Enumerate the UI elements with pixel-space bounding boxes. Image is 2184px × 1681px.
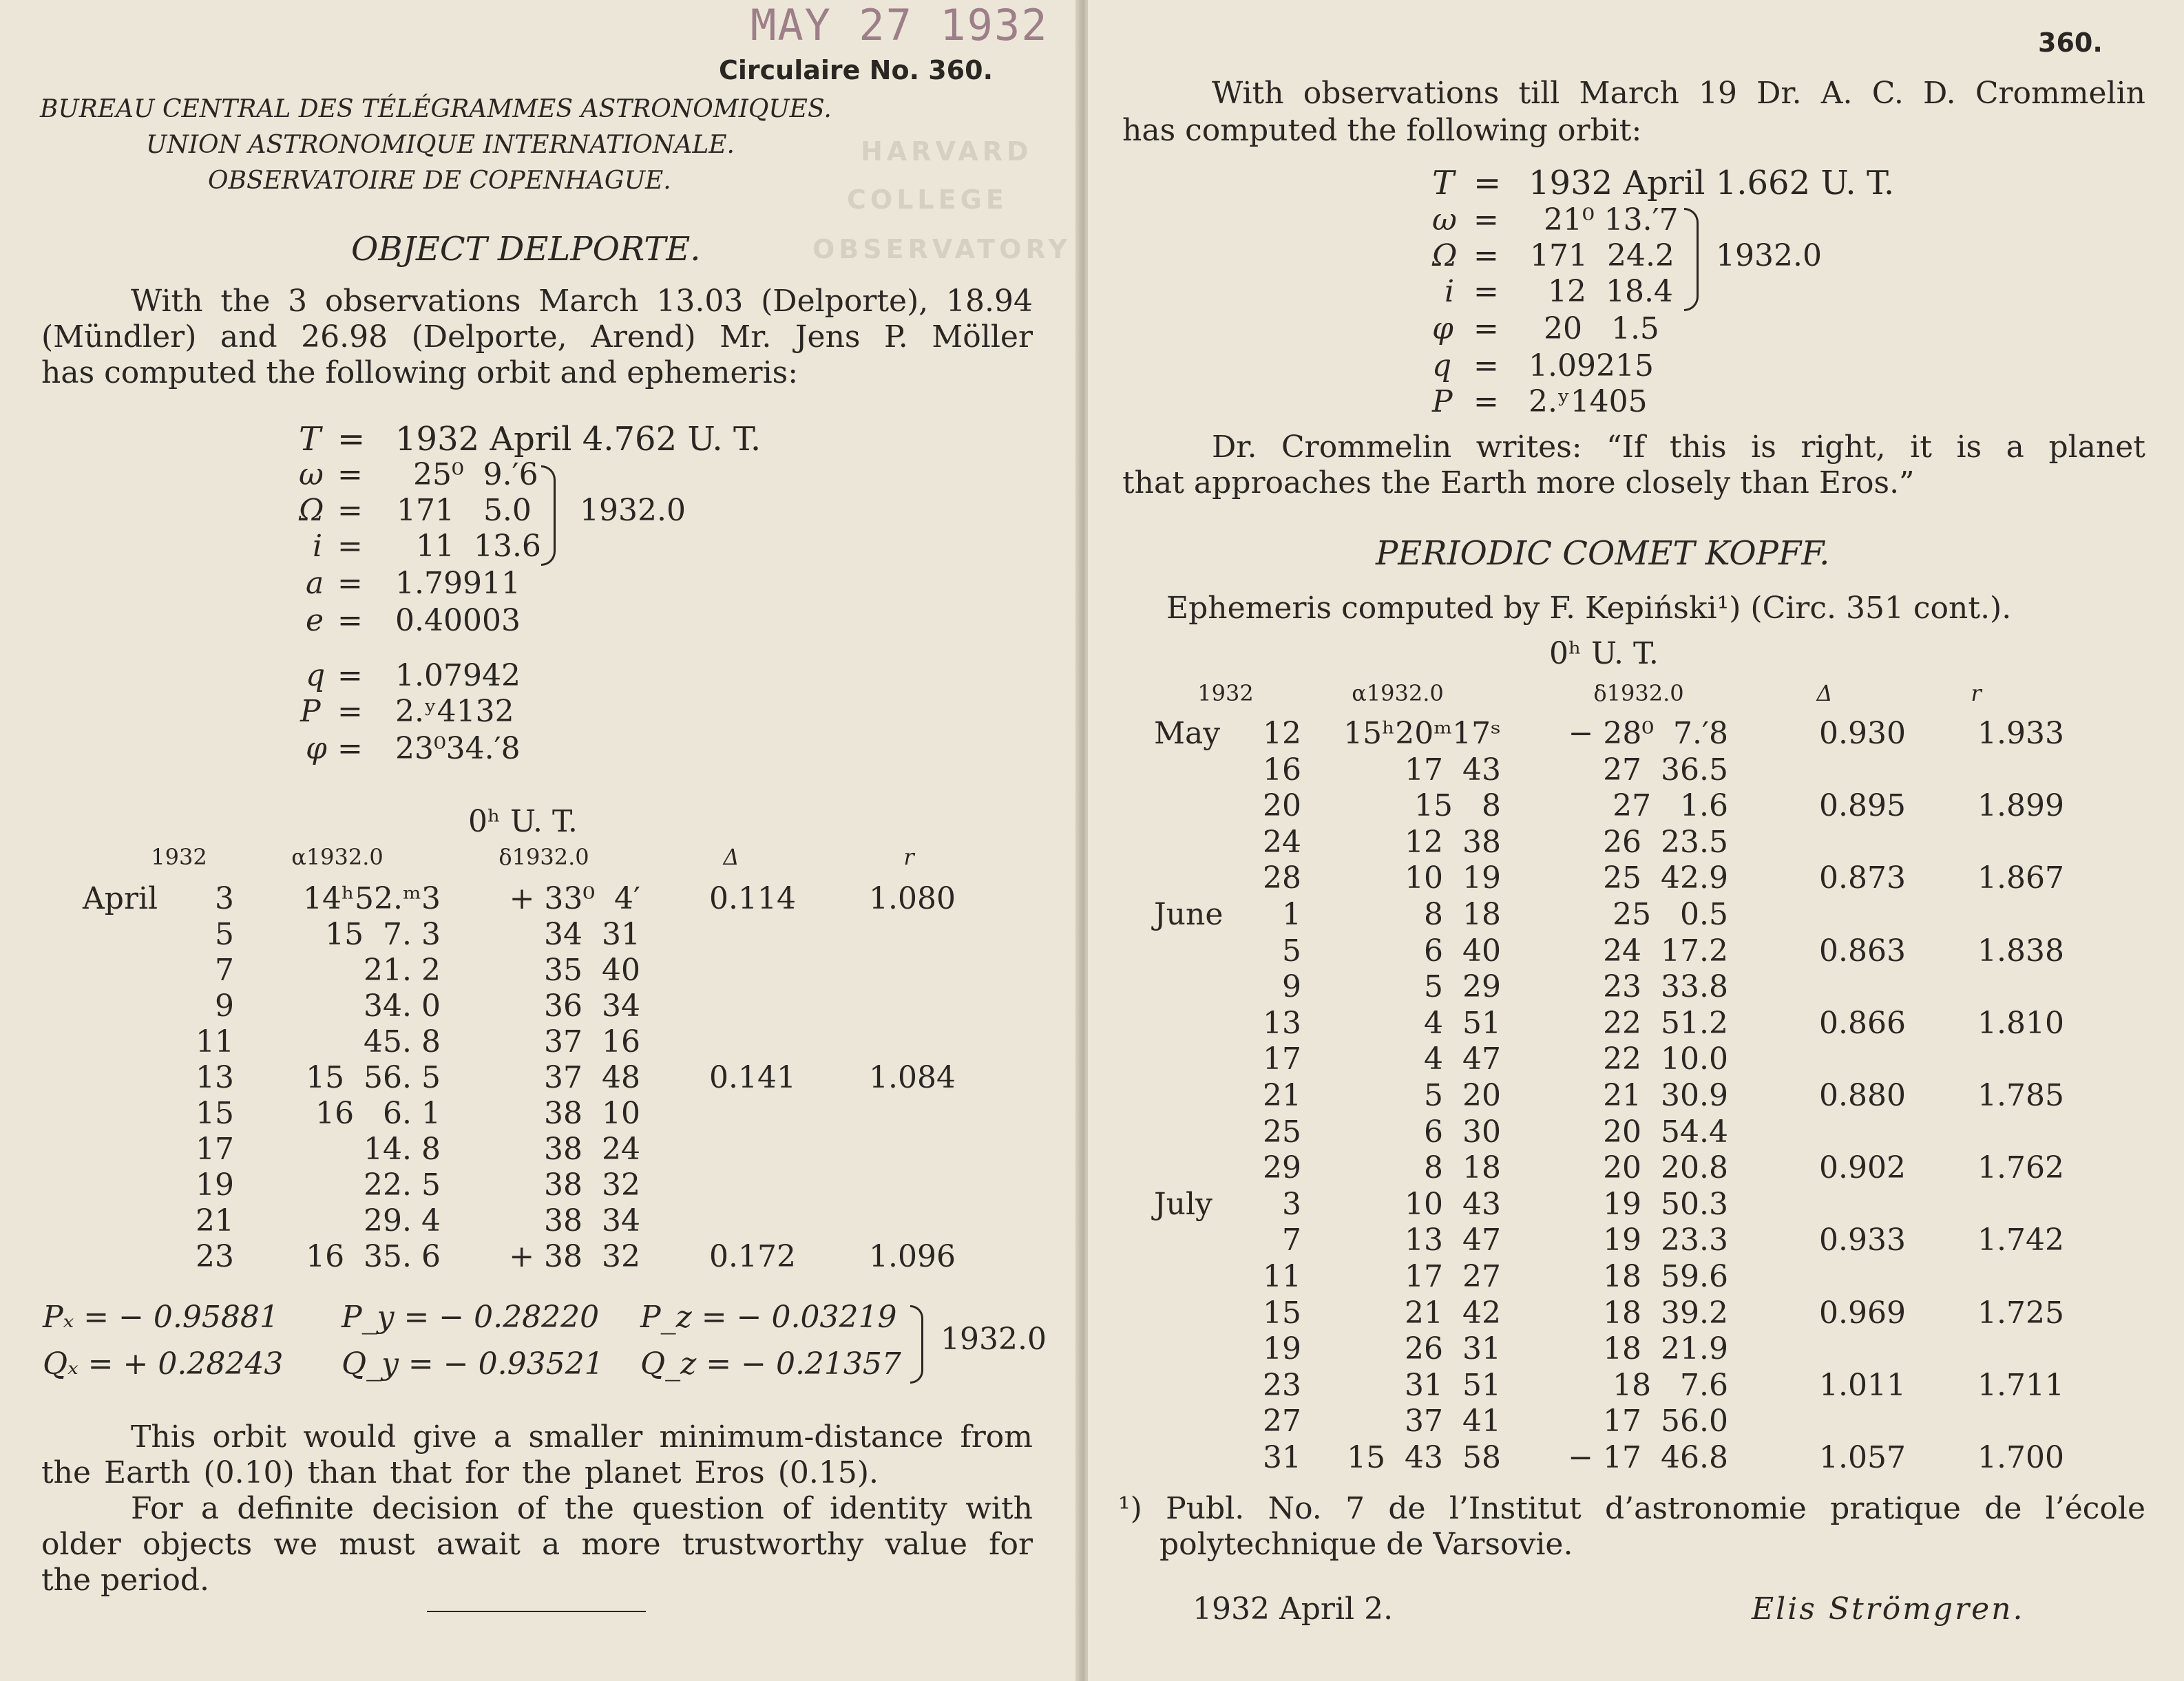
equals-sign: = xyxy=(337,694,363,729)
row-delta: 0.172 xyxy=(709,1239,796,1274)
observatory-stamp-line-1: HARVARD xyxy=(861,136,1033,167)
pq-row-1-col-3: P_z = − 0.03219 xyxy=(640,1300,897,1335)
row-day: 9 xyxy=(1282,969,1301,1005)
row-day: 5 xyxy=(215,917,234,952)
row-dec: 23 33.8 xyxy=(1603,969,1728,1005)
row-delta: 0.969 xyxy=(1819,1295,1906,1331)
row-r: 1.785 xyxy=(1977,1078,2064,1113)
row-day: 9 xyxy=(215,988,234,1024)
orbit-value-T: 1932 April 4.762 U. T. xyxy=(395,420,762,458)
row-dec: + 38 32 xyxy=(509,1239,640,1274)
orbit-value-i: 11 13.6 xyxy=(416,529,541,564)
row-r: 1.838 xyxy=(1977,933,2064,969)
row-day: 28 xyxy=(1263,860,1301,896)
row-r: 1.084 xyxy=(869,1060,956,1095)
orbit-symbol-e: e xyxy=(306,603,324,638)
row-dec: 27 1.6 xyxy=(1613,788,1728,824)
row-month: July xyxy=(1154,1186,1212,1222)
row-dec: 26 23.5 xyxy=(1603,824,1728,860)
row-dec: − 28⁰ 7.′8 xyxy=(1568,716,1728,751)
equals-sign: = xyxy=(337,603,363,638)
row-day: 13 xyxy=(1263,1005,1301,1041)
orbit-symbol-omega: ω xyxy=(299,457,324,492)
row-delta: 0.866 xyxy=(1819,1005,1906,1041)
row-month: April xyxy=(83,881,158,916)
equals-sign: = xyxy=(1473,202,1499,237)
column-header: r xyxy=(903,844,914,870)
row-day: 21 xyxy=(1263,1078,1301,1113)
closing-line-5: the period. xyxy=(41,1563,209,1598)
row-dec: 38 24 xyxy=(544,1132,640,1167)
orbit-equinox-right: 1932.0 xyxy=(1716,238,1822,273)
row-ra: 13 47 xyxy=(1405,1223,1501,1258)
column-header: 1932 xyxy=(1197,680,1254,706)
row-day: 19 xyxy=(1263,1331,1301,1367)
equals-sign: = xyxy=(337,529,363,564)
row-r: 1.080 xyxy=(869,881,956,916)
row-dec: 25 42.9 xyxy=(1603,860,1728,896)
row-ra: 10 19 xyxy=(1405,860,1501,896)
orbit-value-q: 1.09215 xyxy=(1529,348,1654,383)
row-dec: 20 54.4 xyxy=(1603,1114,1728,1150)
equals-sign: = xyxy=(337,658,363,693)
header-union: UNION ASTRONOMIQUE INTERNATIONALE. xyxy=(146,131,735,159)
right-intro-line-2: has computed the following orbit: xyxy=(1122,113,1642,148)
orbit-value-P: 2.ʸ4132 xyxy=(395,694,514,729)
row-r: 1.810 xyxy=(1977,1005,2064,1041)
row-r: 1.933 xyxy=(1977,716,2064,751)
row-ra: 21 42 xyxy=(1405,1295,1501,1331)
ephemeris-intro: Ephemeris computed by F. Kepiński¹) (Circ. 351 cont.). xyxy=(1166,591,2012,626)
orbit-value-omega: 25⁰ 9.′6 xyxy=(413,457,538,492)
orbit-value-phi: 20 1.5 xyxy=(1544,311,1659,346)
row-day: 7 xyxy=(1282,1223,1301,1258)
row-dec: 19 23.3 xyxy=(1603,1223,1728,1258)
footnote-line-2: polytechnique de Varsovie. xyxy=(1159,1527,1573,1562)
orbit-symbol-phi: φ xyxy=(306,731,327,766)
row-ra: 17 27 xyxy=(1405,1259,1501,1294)
signature: Elis Strömgren. xyxy=(1752,1592,2025,1627)
orbit-symbol-T: T xyxy=(299,420,322,458)
orbit-symbol-node: Ω xyxy=(1432,238,1458,273)
orbit-value-phi: 23⁰34.′8 xyxy=(395,731,521,766)
closing-line-4: older objects we must await a more trustworthy value for xyxy=(41,1527,1033,1562)
row-ra: 5 20 xyxy=(1424,1078,1501,1113)
row-day: 31 xyxy=(1263,1440,1301,1475)
row-day: 7 xyxy=(215,953,234,988)
row-day: 11 xyxy=(196,1024,234,1059)
row-day: 11 xyxy=(1263,1259,1301,1294)
row-ra: 15 56. 5 xyxy=(306,1060,441,1095)
orbit-value-e: 0.40003 xyxy=(395,603,521,638)
row-delta: 0.880 xyxy=(1819,1078,1906,1113)
row-dec: + 33⁰ 4′ xyxy=(509,881,640,916)
row-day: 20 xyxy=(1263,788,1301,824)
row-dec: 25 0.5 xyxy=(1613,897,1728,932)
row-day: 23 xyxy=(196,1239,234,1274)
row-day: 23 xyxy=(1263,1367,1301,1403)
end-rule xyxy=(427,1611,646,1612)
pq-equinox: 1932.0 xyxy=(941,1322,1047,1357)
row-ra: 15 8 xyxy=(1414,788,1501,824)
row-day: 15 xyxy=(1263,1295,1301,1331)
row-day: 17 xyxy=(196,1132,234,1167)
equals-sign: = xyxy=(337,566,363,601)
equals-sign: = xyxy=(337,420,366,458)
closing-line-3: For a definite decision of the question of identity with xyxy=(131,1491,1033,1526)
orbit-value-T: 1932 April 1.662 U. T. xyxy=(1529,164,1895,202)
row-day: 24 xyxy=(1263,824,1301,860)
row-day: 15 xyxy=(196,1096,234,1131)
pq-row-1-col-1: Pₓ = − 0.95881 xyxy=(43,1300,279,1335)
orbit-symbol-q: q xyxy=(1432,348,1452,383)
brace-right-orbit xyxy=(1684,208,1699,311)
column-header: δ1932.0 xyxy=(1593,680,1684,706)
row-ra: 34. 0 xyxy=(364,988,441,1024)
row-r: 1.899 xyxy=(1977,788,2064,824)
row-r: 1.867 xyxy=(1977,860,2064,896)
row-ra: 14. 8 xyxy=(364,1132,441,1167)
orbit-equinox-left: 1932.0 xyxy=(580,493,686,528)
row-day: 21 xyxy=(196,1203,234,1238)
row-dec: 27 36.5 xyxy=(1603,752,1728,787)
row-ra: 5 29 xyxy=(1424,969,1501,1005)
row-ra: 10 43 xyxy=(1405,1186,1501,1222)
closing-line-2: the Earth (0.10) than that for the planet Eros (0.15). xyxy=(41,1455,879,1490)
row-day: 1 xyxy=(1282,897,1301,932)
row-ra: 12 38 xyxy=(1405,824,1501,860)
row-dec: 37 16 xyxy=(544,1024,640,1059)
observatory-stamp-line-3: OBSERVATORY xyxy=(812,234,1072,264)
column-header: α1932.0 xyxy=(291,844,384,870)
row-ra: 16 35. 6 xyxy=(306,1239,441,1274)
row-dec: 22 10.0 xyxy=(1603,1042,1728,1077)
row-day: 3 xyxy=(1282,1186,1301,1222)
row-r: 1.700 xyxy=(1977,1440,2064,1475)
row-day: 3 xyxy=(215,881,234,916)
orbit-value-a: 1.79911 xyxy=(395,566,521,601)
orbit-symbol-i: i xyxy=(1445,274,1455,309)
equals-sign: = xyxy=(337,731,363,766)
row-day: 12 xyxy=(1263,716,1301,751)
equals-sign: = xyxy=(1473,274,1499,309)
row-day: 27 xyxy=(1263,1404,1301,1439)
circular-number: Circulaire No. 360. xyxy=(719,55,993,85)
closing-line-1: This orbit would give a smaller minimum-distance from xyxy=(131,1419,1033,1455)
pq-row-2-col-1: Qₓ = + 0.28243 xyxy=(43,1346,284,1382)
brace-pq xyxy=(910,1305,923,1384)
row-dec: 22 51.2 xyxy=(1603,1005,1728,1041)
comet-title: PERIODIC COMET KOPFF. xyxy=(1376,534,1830,573)
row-dec: 21 30.9 xyxy=(1603,1078,1728,1113)
orbit-symbol-node: Ω xyxy=(299,493,324,528)
row-month: June xyxy=(1154,897,1224,932)
quote-line-1: Dr. Crommelin writes: “If this is right, it is a planet xyxy=(1212,430,2145,465)
row-ra: 22. 5 xyxy=(364,1167,441,1203)
intro-line-1: With the 3 observations March 13.03 (Delporte), 18.94 xyxy=(131,284,1033,319)
row-ra: 16 6. 1 xyxy=(315,1096,441,1131)
row-dec: 18 39.2 xyxy=(1603,1295,1728,1331)
equals-sign: = xyxy=(1473,311,1499,346)
orbit-value-q: 1.07942 xyxy=(395,658,521,693)
equals-sign: = xyxy=(1473,238,1499,273)
intro-line-2: (Mündler) and 26.98 (Delporte, Arend) Mr. Jens P. Möller xyxy=(41,319,1033,355)
orbit-value-omega: 21⁰ 13.′7 xyxy=(1544,202,1679,237)
row-ra: 31 51 xyxy=(1405,1367,1501,1403)
row-dec: 36 34 xyxy=(544,988,640,1024)
orbit-value-node: 171 5.0 xyxy=(397,493,532,528)
column-header: Δ xyxy=(723,844,739,870)
column-header: δ1932.0 xyxy=(498,844,589,870)
observatory-stamp-line-2: COLLEGE xyxy=(847,184,1008,215)
orbit-value-node: 171 24.2 xyxy=(1530,238,1674,273)
brace-left-orbit xyxy=(541,465,556,566)
right-page xyxy=(1088,0,2184,1681)
row-delta: 0.141 xyxy=(709,1060,796,1095)
row-dec: − 17 46.8 xyxy=(1568,1440,1728,1475)
row-ra: 6 40 xyxy=(1424,933,1501,969)
row-delta: 0.895 xyxy=(1819,788,1906,824)
pq-row-2-col-3: Q_z = − 0.21357 xyxy=(640,1346,901,1382)
object-title: OBJECT DELPORTE. xyxy=(351,230,701,268)
row-month: May xyxy=(1154,716,1221,751)
row-ra: 4 51 xyxy=(1424,1005,1501,1041)
orbit-symbol-P: P xyxy=(300,694,321,729)
row-ra: 15 7. 3 xyxy=(325,917,441,952)
row-day: 29 xyxy=(1263,1150,1301,1186)
equals-sign: = xyxy=(1473,348,1499,383)
row-r: 1.096 xyxy=(869,1239,956,1274)
left-page xyxy=(0,0,1081,1681)
intro-line-3: has computed the following orbit and ephemeris: xyxy=(41,355,799,390)
equals-sign: = xyxy=(337,457,363,492)
right-intro-line-1: With observations till March 19 Dr. A. C. D. Crommelin xyxy=(1212,76,2145,111)
row-ra: 14ʰ52.ᵐ3 xyxy=(303,881,441,916)
row-delta: 1.057 xyxy=(1819,1440,1906,1475)
row-dec: 38 10 xyxy=(544,1096,640,1131)
pq-row-1-col-2: P_y = − 0.28220 xyxy=(342,1300,600,1335)
row-ra: 29. 4 xyxy=(364,1203,441,1238)
orbit-symbol-q: q xyxy=(306,658,326,693)
row-dec: 18 21.9 xyxy=(1603,1331,1728,1367)
row-delta: 0.902 xyxy=(1819,1150,1906,1186)
column-header: Δ xyxy=(1816,680,1833,706)
row-delta: 0.114 xyxy=(709,881,796,916)
row-ra: 6 30 xyxy=(1424,1114,1501,1150)
orbit-symbol-a: a xyxy=(306,566,324,601)
row-delta: 0.873 xyxy=(1819,860,1906,896)
orbit-symbol-omega: ω xyxy=(1432,202,1457,237)
row-day: 13 xyxy=(196,1060,234,1095)
row-r: 1.711 xyxy=(1977,1367,2064,1403)
equals-sign: = xyxy=(1473,164,1502,202)
orbit-value-i: 12 18.4 xyxy=(1548,274,1673,309)
row-day: 25 xyxy=(1263,1114,1301,1150)
row-dec: 24 17.2 xyxy=(1603,933,1728,969)
row-ra: 8 18 xyxy=(1424,1150,1501,1186)
row-r: 1.725 xyxy=(1977,1295,2064,1331)
date-stamp: MAY 27 1932 xyxy=(750,0,1049,50)
orbit-symbol-P: P xyxy=(1432,384,1453,419)
row-delta: 1.011 xyxy=(1819,1367,1906,1403)
orbit-symbol-T: T xyxy=(1432,164,1455,202)
row-dec: 38 32 xyxy=(544,1167,640,1203)
footnote-line-1: ¹) Publ. No. 7 de l’Institut d’astronomie pratique de l’école xyxy=(1118,1491,2145,1526)
ephemeris-time-left: 0ʰ U. T. xyxy=(468,804,578,839)
pq-row-2-col-2: Q_y = − 0.93521 xyxy=(342,1346,604,1382)
equals-sign: = xyxy=(337,493,363,528)
orbit-symbol-phi: φ xyxy=(1432,311,1453,346)
orbit-value-P: 2.ʸ1405 xyxy=(1529,384,1648,419)
page-number: 360. xyxy=(2038,28,2103,58)
row-r: 1.742 xyxy=(1977,1223,2064,1258)
row-day: 16 xyxy=(1263,752,1301,787)
row-delta: 0.933 xyxy=(1819,1223,1906,1258)
row-dec: 18 7.6 xyxy=(1613,1367,1728,1403)
row-day: 17 xyxy=(1263,1042,1301,1077)
issue-date: 1932 April 2. xyxy=(1193,1592,1394,1627)
row-ra: 15 43 58 xyxy=(1347,1440,1501,1475)
equals-sign: = xyxy=(1473,384,1499,419)
row-ra: 26 31 xyxy=(1405,1331,1501,1367)
row-day: 5 xyxy=(1282,933,1301,969)
row-dec: 20 20.8 xyxy=(1603,1150,1728,1186)
row-dec: 35 40 xyxy=(544,953,640,988)
column-header: α1932.0 xyxy=(1352,680,1444,706)
row-delta: 0.863 xyxy=(1819,933,1906,969)
column-header: 1932 xyxy=(151,844,207,870)
header-bureau: BUREAU CENTRAL DES TÉLÉGRAMMES ASTRONOMIQUES. xyxy=(40,95,832,123)
row-ra: 37 41 xyxy=(1405,1404,1501,1439)
row-dec: 17 56.0 xyxy=(1603,1404,1728,1439)
row-ra: 17 43 xyxy=(1405,752,1501,787)
ephemeris-time-right: 0ʰ U. T. xyxy=(1549,636,1659,671)
row-dec: 19 50.3 xyxy=(1603,1186,1728,1222)
row-ra: 4 47 xyxy=(1424,1042,1501,1077)
row-dec: 38 34 xyxy=(544,1203,640,1238)
row-dec: 18 59.6 xyxy=(1603,1259,1728,1294)
row-ra: 45. 8 xyxy=(364,1024,441,1059)
row-delta: 0.930 xyxy=(1819,716,1906,751)
row-ra: 21. 2 xyxy=(364,953,441,988)
orbit-symbol-i: i xyxy=(313,529,323,564)
row-dec: 34 31 xyxy=(544,917,640,952)
column-header: r xyxy=(1971,680,1982,706)
row-ra: 8 18 xyxy=(1424,897,1501,932)
row-ra: 15ʰ20ᵐ17ˢ xyxy=(1343,716,1501,751)
quote-line-2: that approaches the Earth more closely than Eros.” xyxy=(1122,465,1915,500)
row-dec: 37 48 xyxy=(544,1060,640,1095)
row-day: 19 xyxy=(196,1167,234,1203)
header-observatory: OBSERVATOIRE DE COPENHAGUE. xyxy=(208,167,671,195)
row-r: 1.762 xyxy=(1977,1150,2064,1186)
